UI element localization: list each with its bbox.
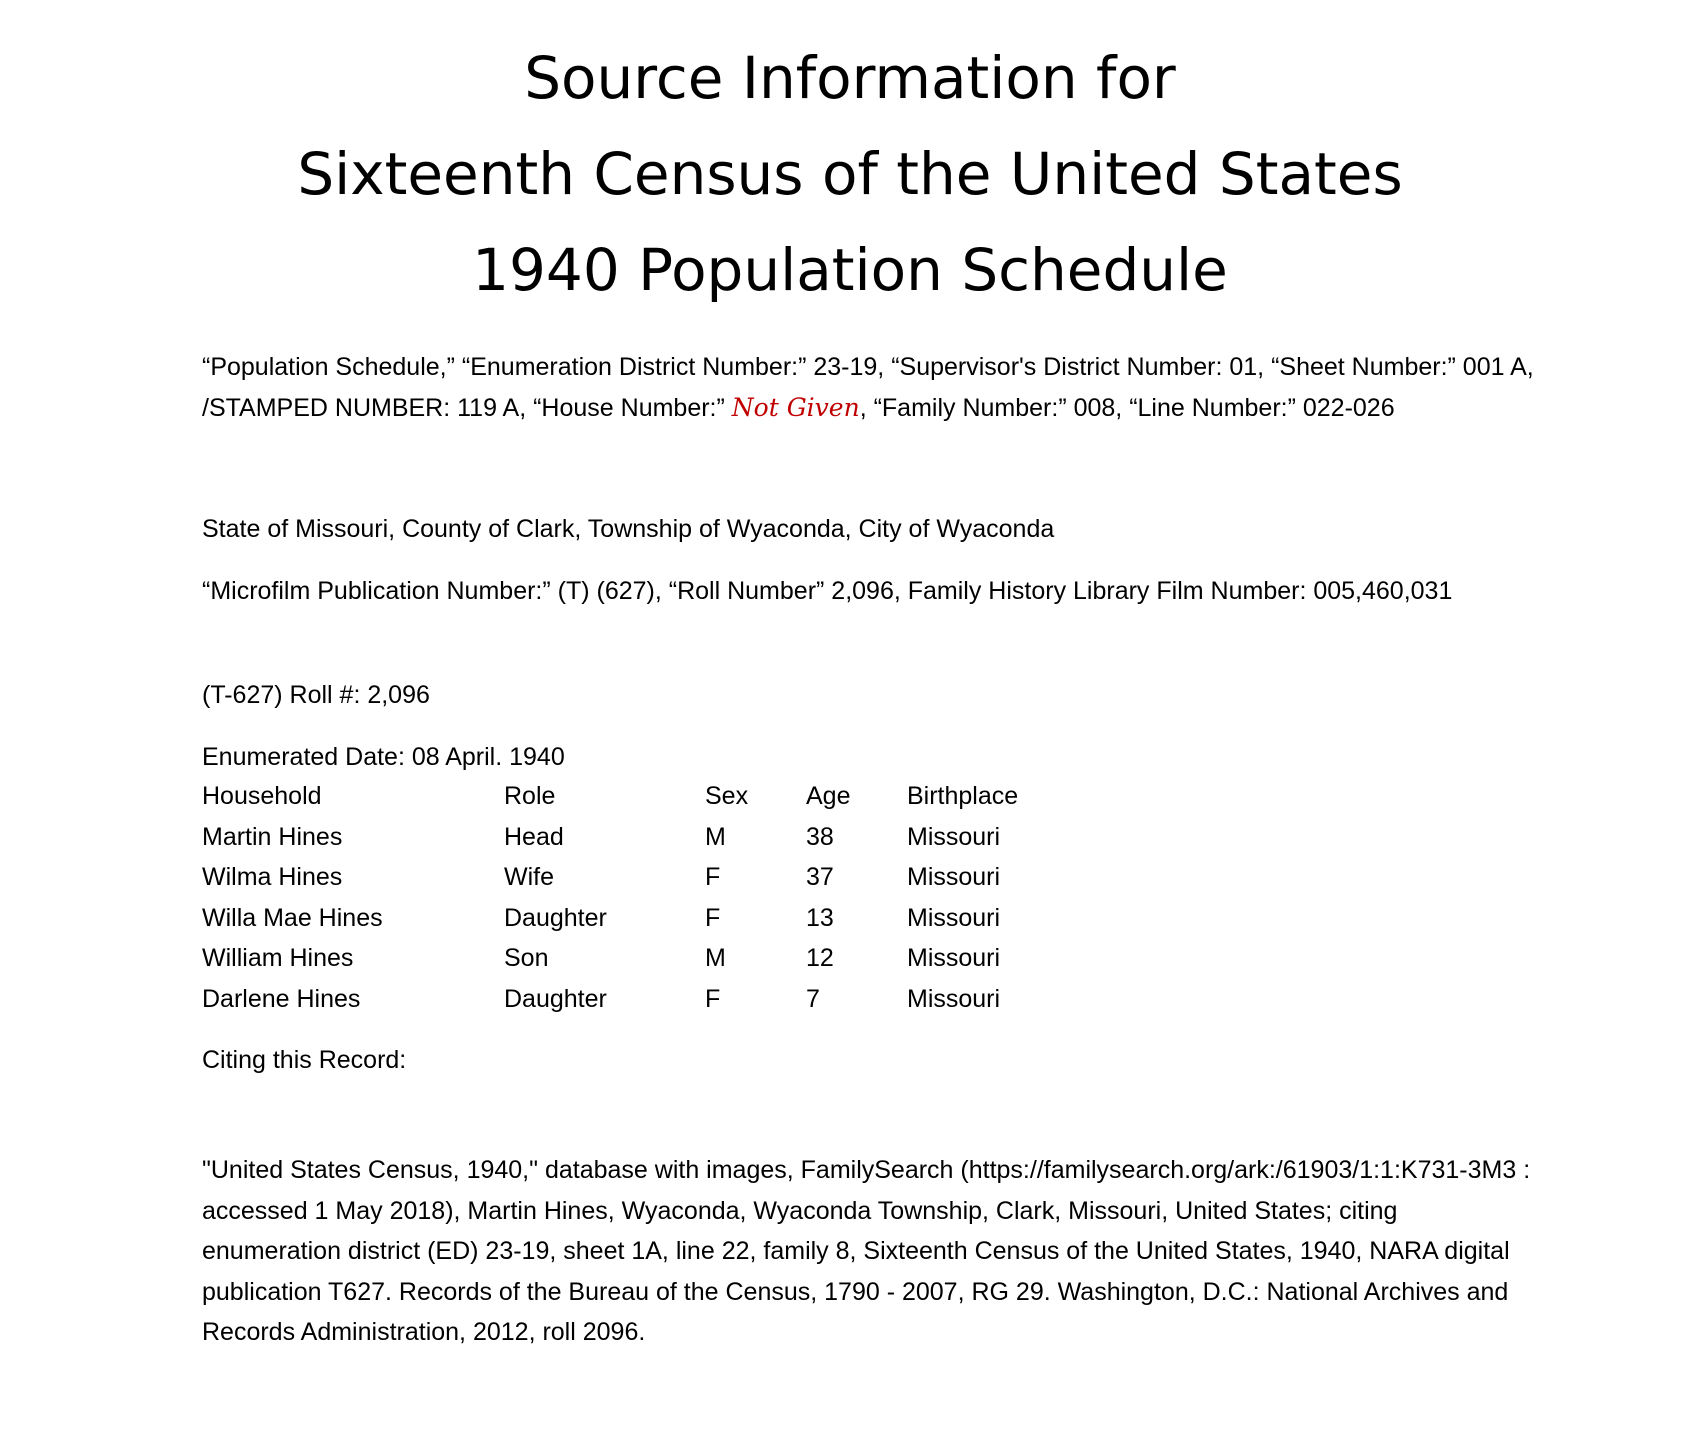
cell-sex: M: [705, 822, 726, 851]
schedule-prefix: “Population Schedule,” “Enumeration District Number:” 23-19, “Supervisor's District Number: 01, “Sheet Number:” 001 A, /STAMPED NUMBER: 119 A, “House Number:”: [202, 353, 1534, 422]
title-line-2: Sixteenth Census of the United States: [297, 140, 1403, 208]
cell-sex: F: [705, 863, 721, 891]
cell-name: Darlene Hines: [202, 984, 361, 1013]
cell-birthplace: Missouri: [907, 822, 1001, 851]
title-line-3: 1940 Population Schedule: [472, 236, 1228, 304]
cell-sex: M: [705, 944, 726, 972]
location-paragraph: State of Missouri, County of Clark, Township of Wyaconda, City of Wyaconda: [202, 515, 1055, 543]
cell-name: Wilma Hines: [202, 863, 343, 891]
cell-age: 13: [806, 903, 834, 932]
cell-age: 12: [806, 944, 834, 972]
cell-role: Son: [504, 944, 549, 972]
cell-age: 7: [806, 984, 820, 1013]
schedule-paragraph: [202, 347, 1542, 428]
cell-role: Daughter: [504, 984, 607, 1013]
enumerated-date: Enumerated Date: 08 April. 1940: [202, 743, 565, 771]
header-role: Role: [504, 782, 556, 810]
cell-name: Martin Hines: [202, 822, 343, 851]
table-row: [202, 817, 1107, 858]
cell-age: 37: [806, 863, 834, 891]
cell-birthplace: Missouri: [907, 903, 1001, 932]
cell-sex: F: [705, 903, 721, 932]
table-row: [202, 898, 1107, 939]
microfilm-paragraph: “Microfilm Publication Number:” (T) (627), “Roll Number” 2,096, Family History Library Film Number: 005,460,031: [202, 577, 1453, 605]
table-row: [202, 857, 1107, 898]
citing-label: Citing this Record:: [202, 1046, 407, 1074]
cell-birthplace: Missouri: [907, 984, 1001, 1013]
table-row: [202, 938, 1107, 979]
cell-sex: F: [705, 984, 721, 1013]
header-age: Age: [806, 782, 851, 810]
schedule-suffix: , “Family Number:” 008, “Line Number:” 022-026: [859, 393, 1395, 422]
header-birthplace: Birthplace: [907, 782, 1019, 810]
cell-birthplace: Missouri: [907, 944, 1001, 972]
cell-birthplace: Missouri: [907, 863, 1001, 891]
page-title: [0, 30, 1700, 318]
household-header-row: [202, 776, 1107, 817]
citation-paragraph: "United States Census, 1940," database with images, FamilySearch (https://familysearch.org/ark:/61903/1:1:K731-3M3 : accessed 1 May 2018), Martin Hines, Wyaconda, Wyaconda Township, Clark, Missouri, United States; citing enumeration district (ED) 23-19, sheet 1A, line 22, family 8, Sixteenth Census of the United States, 1940, NARA digital publication T627. Records of the Bureau of the Census, 1790 - 2007, RG 29. Washington, D.C.: National Archives and Records Administration, 2012, roll 2096.: [202, 1156, 1531, 1346]
title-line-1: Source Information for: [524, 44, 1176, 112]
cell-role: Wife: [504, 863, 554, 891]
cell-age: 38: [806, 822, 834, 851]
cell-name: William Hines: [202, 944, 354, 972]
cell-role: Head: [504, 822, 564, 851]
cell-role: Daughter: [504, 903, 607, 932]
table-row: [202, 979, 1107, 1020]
cell-name: Willa Mae Hines: [202, 903, 383, 932]
header-household: Household: [202, 782, 322, 810]
roll-paragraph: (T-627) Roll #: 2,096: [202, 681, 430, 709]
household-table: [202, 776, 1107, 1019]
header-sex: Sex: [705, 782, 749, 810]
house-number-value: Not Given: [731, 392, 860, 422]
